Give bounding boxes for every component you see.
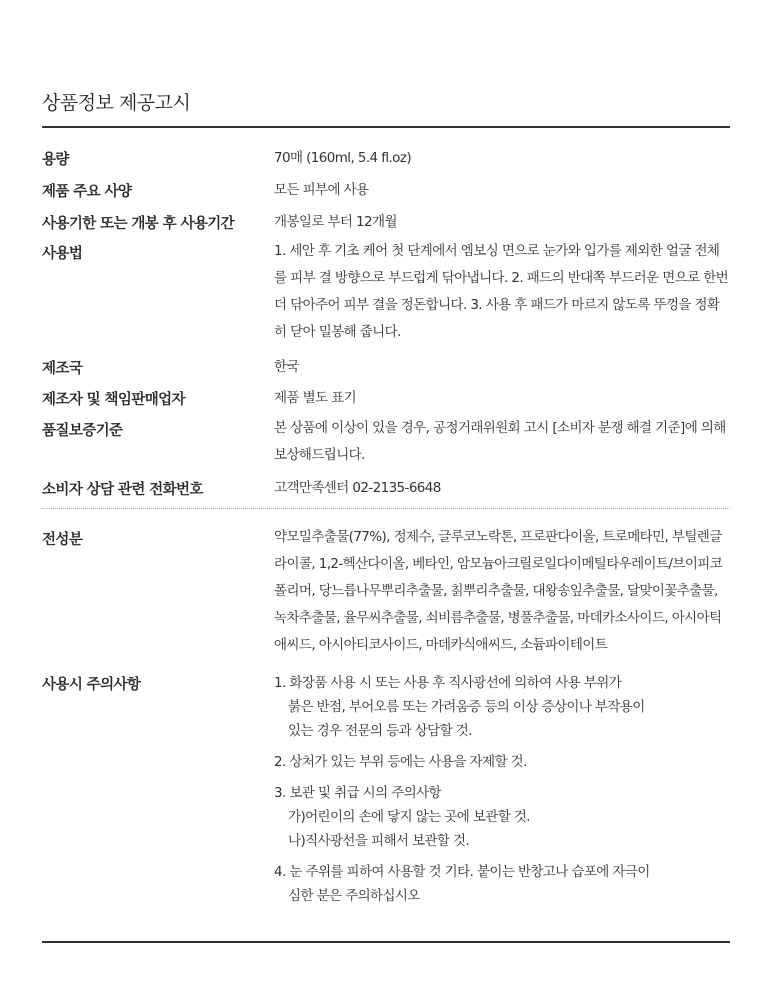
row-value: 본 상품에 이상이 있을 경우, 공정거래위원회 고시 [소비자 분쟁 해결 기준]에 의해 보상해드립니다. [274,420,726,463]
caution-line: 있는 경우 전문의 등과 상담할 것. [288,723,472,739]
row-label: 제조국 [42,361,83,377]
bottom-divider [42,941,730,943]
row-value: 모든 피부에 사용 [274,182,369,198]
caution-line: 심한 분은 주의하십시오 [288,888,420,904]
row-label: 용량 [42,152,69,168]
caution-line: 붉은 반점, 부어오름 또는 가려움증 등의 이상 증상이나 부작용이 [288,699,645,715]
row-value: 1. 세안 후 기초 케어 첫 단계에서 엠보싱 면으로 눈가와 입가를 제외한 얼굴 전체를 피부 결 방향으로 부드럽게 닦아냅니다. 2. 패드의 반대쪽 부드러운 면으로 한번 더 닦아주어 피부 결을 정돈합니다. 3. 사용 후 패드가 마르지 않도록 뚜껑을 정확히 닫아 밀봉해 줍니다. [274,243,729,340]
row-label: 사용법 [42,246,83,262]
caution-line: 3. 보관 및 취급 시의 주의사항 [274,785,441,801]
row-label: 제조자 및 책임판매업자 [42,392,185,408]
page-title: 상품정보 제공고시 [42,92,191,114]
row-value: 한국 [274,359,299,375]
row-label: 품질보증기준 [42,423,123,439]
row-label: 사용기한 또는 개봉 후 사용기간 [42,216,235,232]
ingredients-value: 약모밀추출물(77%), 정제수, 글루코노락톤, 프로판다이올, 트로메타민, 부틸렌글라이콜, 1,2-헥산다이올, 베타인, 암모늄아크릴로일다이메틸타우레이트/브이피코폴리머, 당느릅나무뿌리추출물, 칡뿌리추출물, 대왕송잎추출물, 달맞이꽃추출물, 녹차추출물, 율무씨추출물, 쇠비름추출물, 병풀추출물, 마데카소사이드, 아시아틱애씨드, 아시아티코사이드, 마데카식애씨드, 소듐파이테이트 [274,529,723,653]
caution-line: 4. 눈 주위를 피하여 사용할 것 기타. 붙이는 반창고나 습포에 자극이 [274,864,650,880]
top-divider [42,126,730,128]
caution-line: 2. 상처가 있는 부위 등에는 사용을 자제할 것. [274,754,527,770]
caution-line: 1. 화장품 사용 시 또는 사용 후 직사광선에 의하여 사용 부위가 [274,675,622,691]
caution-label: 사용시 주의사항 [42,677,141,693]
row-value: 70매 (160ml, 5.4 fl.oz) [274,150,411,166]
dotted-divider [42,508,730,509]
caution-line: 가)어린이의 손에 닿지 않는 곳에 보관할 것. [288,809,531,825]
row-value: 고객만족센터 02-2135-6648 [274,480,441,496]
row-value: 제품 별도 표기 [274,390,357,406]
caution-line: 나)직사광선을 피해서 보관할 것. [288,833,470,849]
row-label: 제품 주요 사양 [42,184,132,200]
row-value: 개봉일로 부터 12개월 [274,214,397,230]
row-label: 소비자 상담 관련 전화번호 [42,482,203,498]
caution-list [274,671,730,908]
ingredients-label: 전성분 [42,532,83,548]
